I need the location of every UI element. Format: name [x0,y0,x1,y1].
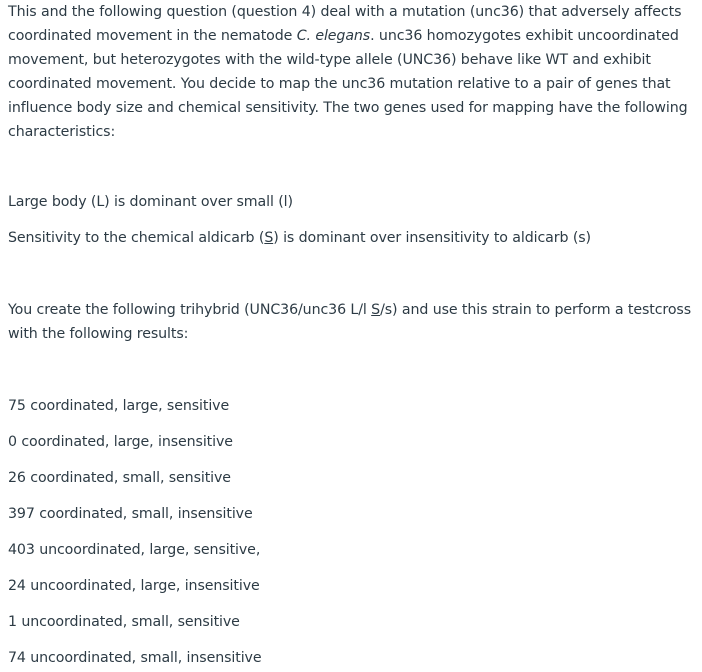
result-item: 397 coordinated, small, insensitive [8,506,253,522]
trait-sensitivity [8,226,591,250]
result-item: 0 coordinated, large, insensitive [8,434,233,450]
trait-body-size: Large body (L) is dominant over small (l) [8,194,293,210]
trihybrid-pre: You create the following trihybrid (UNC36/unc36 L/l [8,302,372,318]
result-item: 75 coordinated, large, sensitive [8,398,230,414]
result-item: 74 uncoordinated, small, insensitive [8,650,262,666]
trait-sensitivity-pre: Sensitivity to the chemical aldicarb ( [8,230,265,246]
result-item: 403 uncoordinated, large, sensitive, [8,542,261,558]
result-item: 1 uncoordinated, small, sensitive [8,614,240,630]
result-item: 24 uncoordinated, large, insensitive [8,578,260,594]
intro-text-1: This and the following question (question 4) deal with a mutation (unc36) that adversely affects coordinated movement in the nematode [8,4,682,44]
allele-s-underlined: S [264,230,274,246]
result-item: 26 coordinated, small, sensitive [8,470,231,486]
intro-paragraph [8,0,698,144]
intro-text-2: . unc36 homozygotes exhibit uncoordinated movement, but heterozygotes with the wild-type allele (UNC36) behave like WT and exhibit coordinated movement. You decide to map the unc36 mutation relative to a pair of genes that influence body size and chemical sensitivity. The two genes used for mapping have the following characteristics: [8,28,688,140]
species-name: C. elegans [296,28,371,44]
trihybrid-line-1 [8,298,691,322]
trihybrid-allele-s: S [371,302,381,318]
trait-sensitivity-post: ) is dominant over insensitivity to aldicarb (s) [273,230,591,246]
trihybrid-post: /s) and use this strain to perform a testcross [380,302,691,318]
trihybrid-line-2: with the following results: [8,326,189,342]
